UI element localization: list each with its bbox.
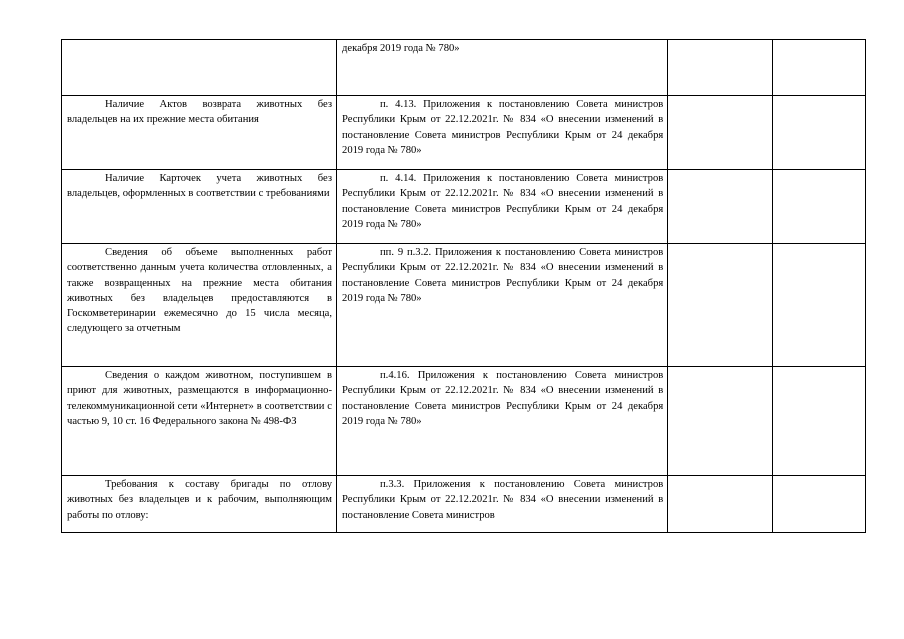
table-row xyxy=(62,244,866,367)
empty-cell xyxy=(668,367,772,476)
empty-cell xyxy=(772,244,865,367)
requirement-cell: Наличие Актов возврата животных без владельцев на их прежние места обитания xyxy=(62,96,337,170)
reference-cell: п. 4.14. Приложения к постановлению Совета министров Республики Крым от 22.12.2021г. № 834 «О внесении изменений в постановление Совета министров Республики Крым от 24 декабря 2019 года № 780» xyxy=(337,170,668,244)
reference-cell: декабря 2019 года № 780» xyxy=(337,40,668,96)
reference-cell: пп. 9 п.3.2. Приложения к постановлению Совета министров Республики Крым от 22.12.2021г. № 834 «О внесении изменений в постановление Совета министров Республики Крым от 24 декабря 2019 года № 780» xyxy=(337,244,668,367)
reference-cell: п.3.3. Приложения к постановлению Совета министров Республики Крым от 22.12.2021г. № 834 «О внесении изменений в постановление Совета министров xyxy=(337,476,668,533)
inspection-table xyxy=(61,39,866,533)
empty-cell xyxy=(772,367,865,476)
table-row xyxy=(62,170,866,244)
requirement-cell xyxy=(62,40,337,96)
table-row xyxy=(62,40,866,96)
requirement-cell: Наличие Карточек учета животных без владельцев, оформленных в соответствии с требованиями xyxy=(62,170,337,244)
table-row xyxy=(62,476,866,533)
empty-cell xyxy=(668,244,772,367)
empty-cell xyxy=(668,476,772,533)
requirement-cell: Требования к составу бригады по отлову животных без владельцев и к рабочим, выполняющим работы по отлову: xyxy=(62,476,337,533)
table-row xyxy=(62,96,866,170)
reference-cell: п.4.16. Приложения к постановлению Совета министров Республики Крым от 22.12.2021г. № 834 «О внесении изменений в постановление Совета министров Республики Крым от 24 декабря 2019 года № 780» xyxy=(337,367,668,476)
empty-cell xyxy=(772,170,865,244)
empty-cell xyxy=(772,40,865,96)
requirement-cell: Сведения об объеме выполненных работ соответственно данным учета количества отловленных, а также возвращенных на прежние места обитания животных без владельцев предоставляются в Госкомветеринарии ежемесячно до 15 числа месяца, следующего за отчетным xyxy=(62,244,337,367)
empty-cell xyxy=(668,170,772,244)
table-row xyxy=(62,367,866,476)
reference-cell: п. 4.13. Приложения к постановлению Совета министров Республики Крым от 22.12.2021г. № 834 «О внесении изменений в постановление Совета министров Республики Крым от 24 декабря 2019 года № 780» xyxy=(337,96,668,170)
empty-cell xyxy=(668,40,772,96)
empty-cell xyxy=(668,96,772,170)
requirement-cell: Сведения о каждом животном, поступившем в приют для животных, размещаются в информационно-телекоммуникационной сети «Интернет» в соответствии с частью 9, 10 ст. 16 Федерального закона № 498-ФЗ xyxy=(62,367,337,476)
empty-cell xyxy=(772,476,865,533)
empty-cell xyxy=(772,96,865,170)
